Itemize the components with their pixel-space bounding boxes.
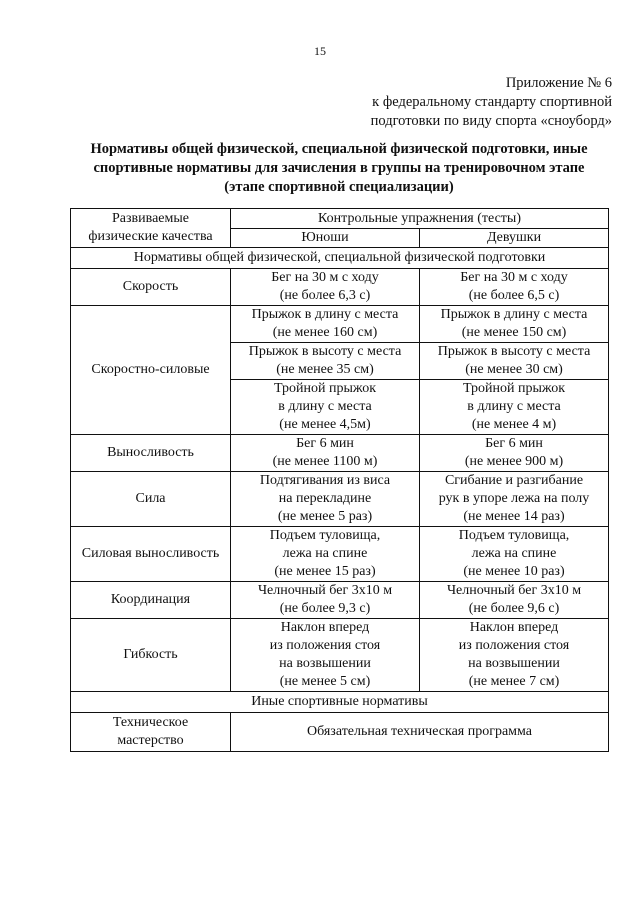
table-row (71, 619, 609, 692)
girls-cell: Прыжок в высоту с места (не менее 30 см) (420, 343, 609, 380)
boys-cell: Бег на 30 м с ходу (не более 6,3 с) (231, 269, 420, 306)
boys-cell: Челночный бег 3x10 м (не более 9,3 с) (231, 582, 420, 619)
title-line: (этапе спортивной специализации) (224, 179, 454, 195)
girls-cell: Бег 6 мин (не менее 900 м) (420, 435, 609, 472)
norms-table (70, 208, 609, 752)
header-qualities: Развиваемые физические качества (71, 209, 231, 248)
table-row (71, 472, 609, 527)
boys-cell: Подъем туловища, лежа на спине (не менее 15 раз) (231, 527, 420, 582)
appendix-line: к федеральному стандарту спортивной (372, 94, 612, 110)
quality-cell: Сила (71, 472, 231, 527)
section-other: Иные спортивные нормативы (71, 692, 609, 713)
quality-cell: Скорость (71, 269, 231, 306)
appendix-line: подготовки по виду спорта «сноуборд» (370, 113, 612, 129)
boys-cell: Прыжок в длину с места (не менее 160 см) (231, 306, 420, 343)
girls-cell: Прыжок в длину с места (не менее 150 см) (420, 306, 609, 343)
quality-cell: Техническое мастерство (71, 713, 231, 752)
document-title (70, 140, 608, 197)
appendix-line: Приложение № 6 (505, 75, 612, 91)
technical-program-cell: Обязательная техническая программа (231, 713, 609, 752)
quality-cell: Скоростно-силовые (71, 306, 231, 435)
girls-cell: Подъем туловища, лежа на спине (не менее 10 раз) (420, 527, 609, 582)
quality-cell: Гибкость (71, 619, 231, 692)
boys-cell: Тройной прыжок в длину с места (не менее 4,5м) (231, 380, 420, 435)
page-number: 15 (314, 44, 326, 58)
section-row (71, 248, 609, 269)
table-row (71, 527, 609, 582)
boys-cell: Бег 6 мин (не менее 1100 м) (231, 435, 420, 472)
header-girls: Девушки (420, 229, 609, 248)
table-row (71, 269, 609, 306)
table-row (71, 435, 609, 472)
quality-cell: Силовая выносливость (71, 527, 231, 582)
boys-cell: Подтягивания из виса на перекладине (не менее 5 раз) (231, 472, 420, 527)
header-tests: Контрольные упражнения (тесты) (231, 209, 609, 229)
table-row (71, 306, 609, 343)
table-row (71, 713, 609, 752)
title-line: Нормативы общей физической, специальной физической подготовки, иные (90, 141, 588, 157)
appendix-note (292, 74, 612, 131)
header-boys: Юноши (231, 229, 420, 248)
girls-cell: Тройной прыжок в длину с места (не менее 4 м) (420, 380, 609, 435)
girls-cell: Челночный бег 3x10 м (не более 9,6 с) (420, 582, 609, 619)
boys-cell: Наклон вперед из положения стоя на возвышении (не менее 5 см) (231, 619, 420, 692)
girls-cell: Бег на 30 м с ходу (не более 6,5 с) (420, 269, 609, 306)
quality-cell: Выносливость (71, 435, 231, 472)
boys-cell: Прыжок в высоту с места (не менее 35 см) (231, 343, 420, 380)
table-header-row (71, 209, 609, 229)
quality-cell: Координация (71, 582, 231, 619)
table-row (71, 582, 609, 619)
section-row (71, 692, 609, 713)
section-general: Нормативы общей физической, специальной физической подготовки (71, 248, 609, 269)
girls-cell: Наклон вперед из положения стоя на возвышении (не менее 7 см) (420, 619, 609, 692)
girls-cell: Сгибание и разгибание рук в упоре лежа на полу (не менее 14 раз) (420, 472, 609, 527)
title-line: спортивные нормативы для зачисления в группы на тренировочном этапе (93, 160, 585, 176)
